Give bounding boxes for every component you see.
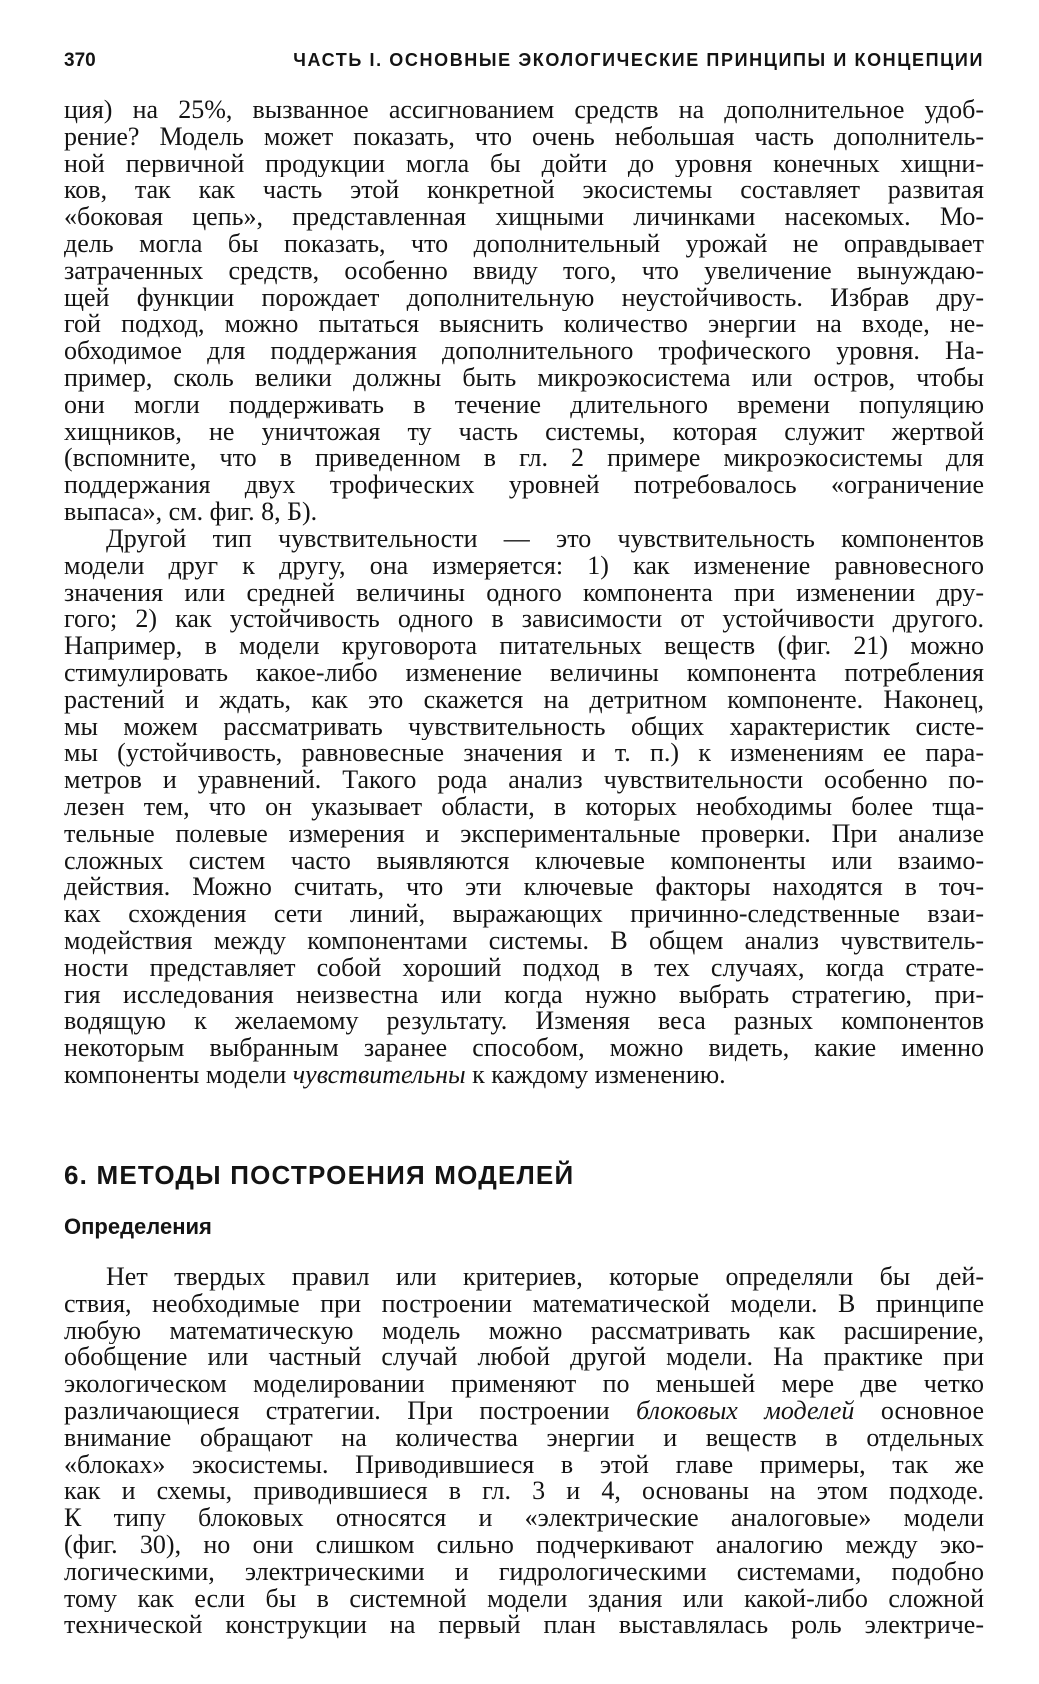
section-heading: 6. МЕТОДЫ ПОСТРОЕНИЯ МОДЕЛЕЙ [64, 1160, 575, 1190]
text-line: (вспомните, что в приведенном в гл. 2 примере микроэкосистемы для [64, 445, 984, 473]
text-line: водящую к желаемому результату. Изменяя веса разных компонентов [64, 1008, 984, 1036]
text-line: «боковая цепь», представленная хищными личинками насекомых. Мо- [64, 204, 984, 231]
text-line: Нет твердых правил или критериев, которые определяли бы дей- [106, 1264, 984, 1291]
text-line: ности представляет собой хороший подход в тех случаях, когда страте- [64, 954, 984, 982]
text-line: растений и ждать, как это скажется на детритном компоненте. Наконец, [64, 686, 984, 714]
text-line: поддержания двух трофических уровней потребовалось «ограничение [64, 472, 984, 499]
text-line: ков, так как часть этой конкретной экосистемы составляет развитая [64, 177, 984, 205]
text-line: тельные полевые измерения и экспериментальные проверки. При анализе [64, 820, 984, 848]
text-run: к каждому изменению. [465, 1061, 726, 1089]
text-line: внимание обращают на количества энергии и веществ в отдельных [64, 1424, 984, 1452]
text-line: модействия между компонентами системы. В общем анализ чувствитель- [64, 927, 984, 955]
running-header [64, 50, 984, 82]
text-line: рение? Модель может показать, что очень небольшая часть дополнитель- [64, 123, 984, 151]
text-line: гой подход, можно пытаться выяснить количество энергии на входе, не- [64, 311, 984, 339]
paragraph-3 [64, 1264, 984, 1639]
text-line: модели друг к другу, она измеряется: 1) как изменение равновесного [64, 552, 984, 580]
text-run: компоненты модели [64, 1061, 293, 1089]
text-line: ствия, необходимые при построении математической модели. В принципе [64, 1290, 984, 1318]
text-line: некоторым выбранным заранее способом, можно видеть, какие именно [64, 1035, 984, 1062]
text-line: гого; 2) как устойчивость одного в зависимости от устойчивости другого. [64, 606, 984, 634]
paragraph-1 [64, 97, 984, 526]
text-line: ция) на 25%, вызванное ассигнованием средств на дополнительное удоб- [64, 97, 984, 124]
text-line: технической конструкции на первый план выставлялась роль электриче- [64, 1612, 984, 1640]
text-line: пример, сколь велики должны быть микроэкосистема или остров, чтобы [64, 364, 984, 392]
running-title: ЧАСТЬ I. ОСНОВНЫЕ ЭКОЛОГИЧЕСКИЕ ПРИНЦИПЫ И КОНЦЕПЦИИ [293, 50, 984, 70]
text-line: выпаса», см. фиг. 8, Б). [64, 498, 318, 526]
text-line: логическими, электрическими и гидрологическими системами, подобно [64, 1558, 984, 1586]
text-line: затраченных средств, особенно ввиду того, что увеличение вынуждаю- [64, 257, 984, 285]
text-line: лезен тем, что он указывает области, в которых необходимы более тща- [64, 793, 984, 821]
text-line: экологическом моделировании применяют по меньшей мере две четко [64, 1371, 984, 1398]
text-line: Например, в модели круговорота питательных веществ (фиг. 21) можно [64, 633, 984, 660]
text-line: они могли поддерживать в течение длительного времени популяцию [64, 391, 984, 419]
text-line: ной первичной продукции могла бы дойти до уровня конечных хищни- [64, 150, 984, 178]
page-number: 370 [64, 50, 96, 71]
text-line: действия. Можно считать, что эти ключевые факторы находятся в точ- [64, 874, 984, 902]
text-line: метров и уравнений. Такого рода анализ чувствительности особенно по- [64, 767, 984, 794]
text-line: хищников, не уничтожая ту часть системы, которая служит жертвой [64, 418, 984, 446]
text-line [64, 1062, 984, 1089]
text-line: обобщение или частный случай любой другой модели. На практике при [64, 1344, 984, 1372]
paragraph-2 [64, 526, 984, 1089]
text-line: обходимое для поддержания дополнительного трофического уровня. На- [64, 338, 984, 365]
text-run: основное [854, 1397, 984, 1425]
text-line: значения или средней величины одного компонента при изменении дру- [64, 579, 984, 607]
text-line: тому как если бы в системной модели здания или какой-либо сложной [64, 1585, 984, 1613]
text-line: мы (устойчивость, равновесные значения и т. п.) к изменениям ее пара- [64, 740, 984, 768]
text-line: Другой тип чувствительности — это чувствительность компонентов [106, 526, 984, 553]
text-line: дель могла бы показать, что дополнительный урожай не оправдывает [64, 230, 984, 258]
text-line: как и схемы, приводившиеся в гл. 3 и 4, основаны на этом подходе. [64, 1478, 984, 1506]
text-line: любую математическую модель можно рассматривать как расширение, [64, 1317, 984, 1345]
text-line [64, 1398, 984, 1425]
text-line: мы можем рассматривать чувствительность общих характеристик систе- [64, 713, 984, 741]
text-run: различающиеся стратегии. При построении [64, 1397, 637, 1425]
text-line: стимулировать какое-либо изменение величины компонента потребления [64, 659, 984, 687]
text-line: гия исследования неизвестна или когда нужно выбрать стратегию, при- [64, 981, 984, 1009]
text-line: щей функции порождает дополнительную неустойчивость. Избрав дру- [64, 284, 984, 312]
emphasis-text: чувствительны [292, 1061, 466, 1089]
text-line: (фиг. 30), но они слишком сильно подчеркивают аналогию между эко- [64, 1531, 984, 1559]
emphasis-text: блоковых моделей [636, 1397, 855, 1425]
subsection-heading: Определения [64, 1214, 212, 1239]
text-line: сложных систем часто выявляются ключевые компоненты или взаимо- [64, 847, 984, 875]
text-line: К типу блоковых относятся и «электрические аналоговые» модели [64, 1505, 984, 1532]
text-line: ках схождения сети линий, выражающих причинно-следственные взаи- [64, 901, 984, 928]
text-line: «блоках» экосистемы. Приводившиеся в этой главе примеры, так же [64, 1451, 984, 1479]
